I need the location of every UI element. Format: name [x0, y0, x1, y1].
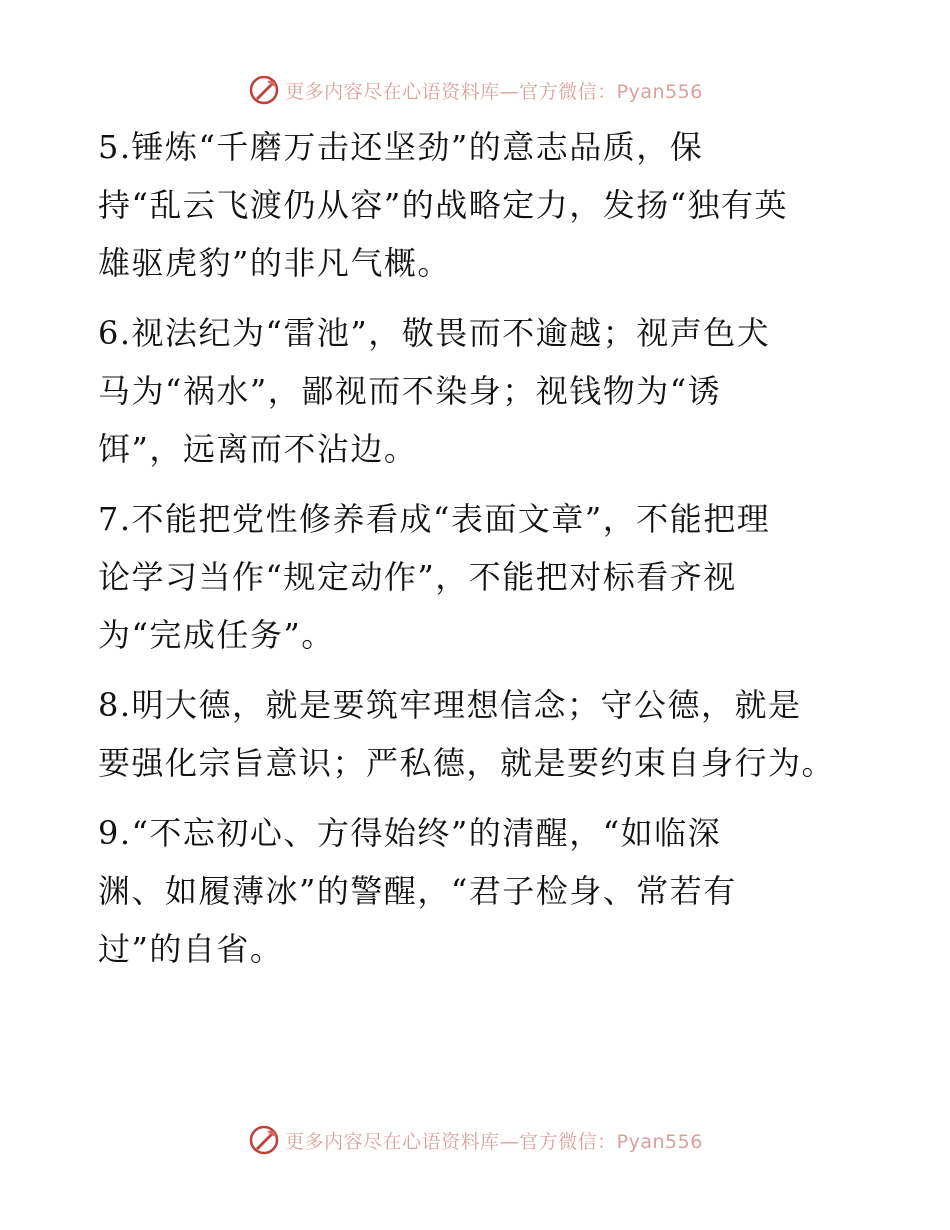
text-line: 马为“祸水”，鄙视而不染身；视钱物为“诱	[98, 372, 722, 410]
text-line: 过”的自省。	[98, 930, 284, 968]
text-line: 要强化宗旨意识；严私德，就是要约束自身行为。	[98, 744, 836, 782]
document-body	[98, 118, 858, 990]
text-line: 论学习当作“规定动作”，不能把对标看齐视	[98, 558, 737, 596]
watermark-text: 更多内容尽在心语资料库—官方微信：Pyan556	[285, 80, 703, 103]
text-line: 8.明大德，就是要筑牢理想信念；守公德，就是	[98, 686, 802, 724]
text-line: 持“乱云飞渡仍从容”的战略定力，发扬“独有英	[98, 186, 789, 224]
quill-circle-logo-icon	[247, 73, 281, 107]
list-item-8	[98, 676, 858, 792]
text-line: 7.不能把党性修养看成“表面文章”，不能把理	[98, 500, 771, 538]
header-watermark	[0, 70, 950, 110]
text-line: 渊、如履薄冰”的警醒，“君子检身、常若有	[98, 872, 737, 910]
text-line: 9.“不忘初心、方得始终”的清醒，“如临深	[98, 814, 722, 852]
list-item-7	[98, 490, 858, 664]
text-line: 雄驱虎豹”的非凡气概。	[98, 244, 451, 282]
watermark-text: 更多内容尽在心语资料库—官方微信：Pyan556	[285, 1130, 703, 1153]
quill-circle-logo-icon	[247, 1123, 281, 1157]
list-item-5	[98, 118, 858, 292]
text-line: 饵”，远离而不沾边。	[98, 430, 418, 468]
footer-watermark	[0, 1120, 950, 1160]
list-item-6	[98, 304, 858, 478]
text-line: 6.视法纪为“雷池”，敬畏而不逾越；视声色犬	[98, 314, 771, 352]
list-item-9	[98, 804, 858, 978]
text-line: 为“完成任务”。	[98, 616, 335, 654]
text-line: 5.锤炼“千磨万击还坚劲”的意志品质，保	[98, 128, 704, 166]
